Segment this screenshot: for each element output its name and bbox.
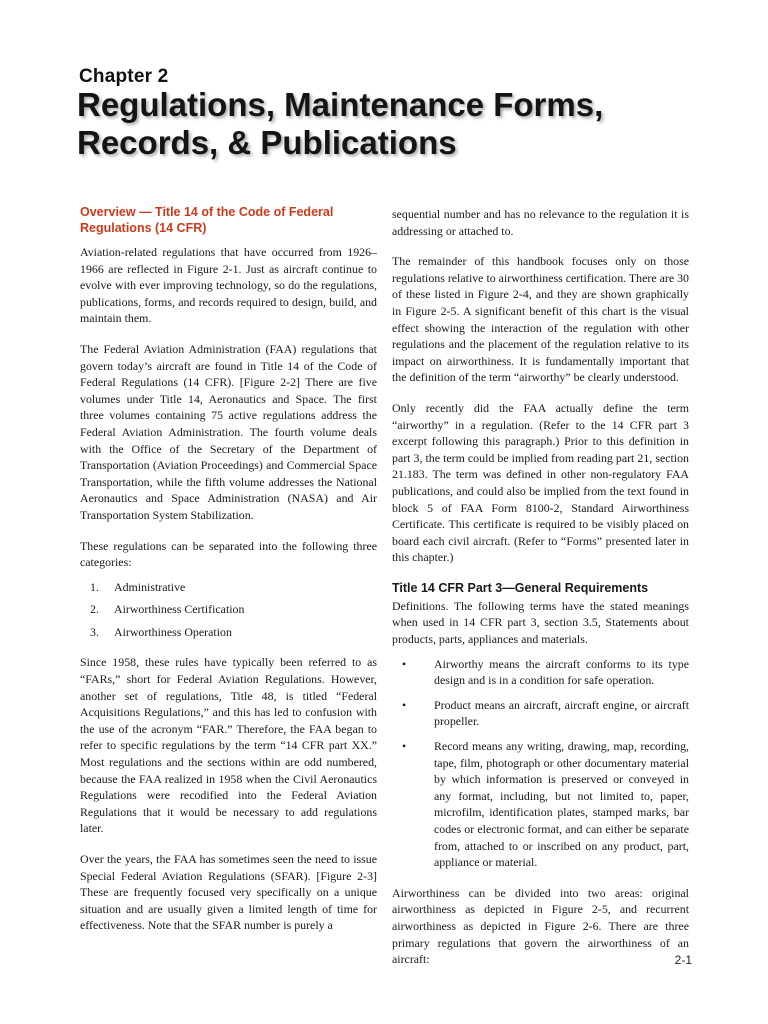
- part3-heading: Title 14 CFR Part 3—General Requirements: [392, 580, 649, 595]
- paragraph: sequential number and has no relevance to the regulation it is addressing or attached to.: [392, 207, 689, 238]
- paragraph: Only recently did the FAA actually define the term “airworthy” in a regulation. (Refer to the 14 CFR part 3 excerpt following this paragraph.) Prior to this definition in part 3, the term could be implied from reading part 21, section 21.183. The term was defined in other non-regulatory FAA publications, and could also be implied from the text found in block 5 of FAA Form 8100-2, Standard Airworthiness Certificate. This certificate is required to be visibly placed on board each civil aircraft. (Refer to “Forms” presented later in this chapter.): [392, 400, 689, 565]
- paragraph: Definitions. The following terms have the stated meanings when used in 14 CFR part 3, section 3.5, Statements about products, parts, appliances and materials.: [392, 598, 689, 647]
- definition-list: [392, 656, 689, 871]
- paragraph: These regulations can be separated into the following three categories:: [80, 538, 377, 570]
- paragraph: Aviation-related regulations that have occurred from 1926–1966 are reflected in Figure 2-1. Just as aircraft continue to evolve with ever improving technology, so do the regulations, publications, forms, and records required to design, build, and maintain them.: [80, 245, 377, 326]
- paragraph: The remainder of this handbook focuses only on those regulations relative to airworthiness certification. There are 30 of these listed in Figure 2-4, and they are shown graphically in Figure 2-5. A significant benefit of this chart is the visual effect showing the interaction of the regulation with other regulations and the placement of the regulation relative to its impact on airworthiness. It is fundamentally important that the definition of the term “airworthy” be clearly understood.: [392, 254, 689, 385]
- paragraph: Over the years, the FAA has sometimes seen the need to issue Special Federal Aviation Regulations (SFAR). [Figure 2-3] These are frequently focused very specifically on a unique situation and are usually given a limited length of time for effectiveness. Note that the SFAR number is purely a: [80, 852, 377, 933]
- paragraph: Since 1958, these rules have typically been referred to as “FARs,” short for Federal Aviation Regulations. However, another set of regulations, Title 48, is titled “Federal Acquisitions Regulations,” and this has led to confusion with the use of the acronym “FAR.” Therefore, the FAA began to refer to specific regulations by the term “14 CFR part XX.” Most regulations and the sections within are odd numbered, because the FAA realized in 1958 when the Civil Aeronautics Regulations were recodified into the Federal Aviation Regulations that it would be necessary to add regulations later.: [80, 655, 377, 836]
- list-text: Airworthiness Certification: [114, 602, 245, 617]
- chapter-title: Regulations, Maintenance Forms, Records, & Publications: [77, 86, 604, 161]
- paragraph: The Federal Aviation Administration (FAA) regulations that govern today’s aircraft are found in Title 14 of the Code of Federal Regulations (14 CFR). [Figure 2-2] There are five volumes under Title 14, Aeronautics and Space. The first three volumes containing 75 active regulations address the Federal Aviation Administration. The fourth volume deals with the Office of the Secretary of the Department of Transportation (Aviation Proceedings) and Commercial Space Transportation, while the fifth volume addresses the National Aeronautics and Space Administration (NASA) and Air Transportation System Stabilization.: [80, 341, 377, 522]
- list-text: Record means any writing, drawing, map, recording, tape, film, photograph or other documentary material by which information is preserved or conveyed in any format, including, but not limited to, paper, microfilm, identification plates, stamped marks, bar codes or electronic format, and can either be separate from, attached to or inscribed on any product, part, appliance or material.: [434, 739, 689, 870]
- list-number: 1.: [90, 579, 99, 594]
- bullet-icon: •: [402, 697, 407, 712]
- bullet-icon: •: [402, 656, 407, 671]
- list-item: [80, 624, 377, 641]
- page-number: 2-1: [674, 953, 692, 967]
- bullet-icon: •: [402, 739, 407, 754]
- chapter-label: Chapter 2: [79, 66, 169, 87]
- paragraph: Airworthiness can be divided into two areas: original airworthiness as depicted in Figure 2-5, and recurrent airworthiness as depicted in Figure 2-6. There are three primary regulations that govern the airworthiness of an aircraft:: [392, 885, 689, 967]
- list-number: 2.: [90, 602, 99, 617]
- list-number: 3.: [90, 624, 99, 639]
- right-column: [392, 206, 689, 982]
- left-column: [80, 204, 377, 948]
- overview-heading: Overview — Title 14 of the Code of Federal Regulations (14 CFR): [80, 205, 334, 235]
- list-item: [392, 738, 689, 871]
- list-text: Airworthy means the aircraft conforms to its type design and is in a condition for safe operation.: [434, 656, 689, 688]
- list-text: Administrative: [114, 579, 186, 594]
- list-item: [80, 601, 377, 618]
- category-list: [80, 579, 377, 641]
- list-item: [80, 579, 377, 596]
- list-text: Product means an aircraft, aircraft engine, or aircraft propeller.: [434, 697, 689, 729]
- list-item: [392, 656, 689, 689]
- list-item: [392, 697, 689, 730]
- list-text: Airworthiness Operation: [114, 624, 232, 639]
